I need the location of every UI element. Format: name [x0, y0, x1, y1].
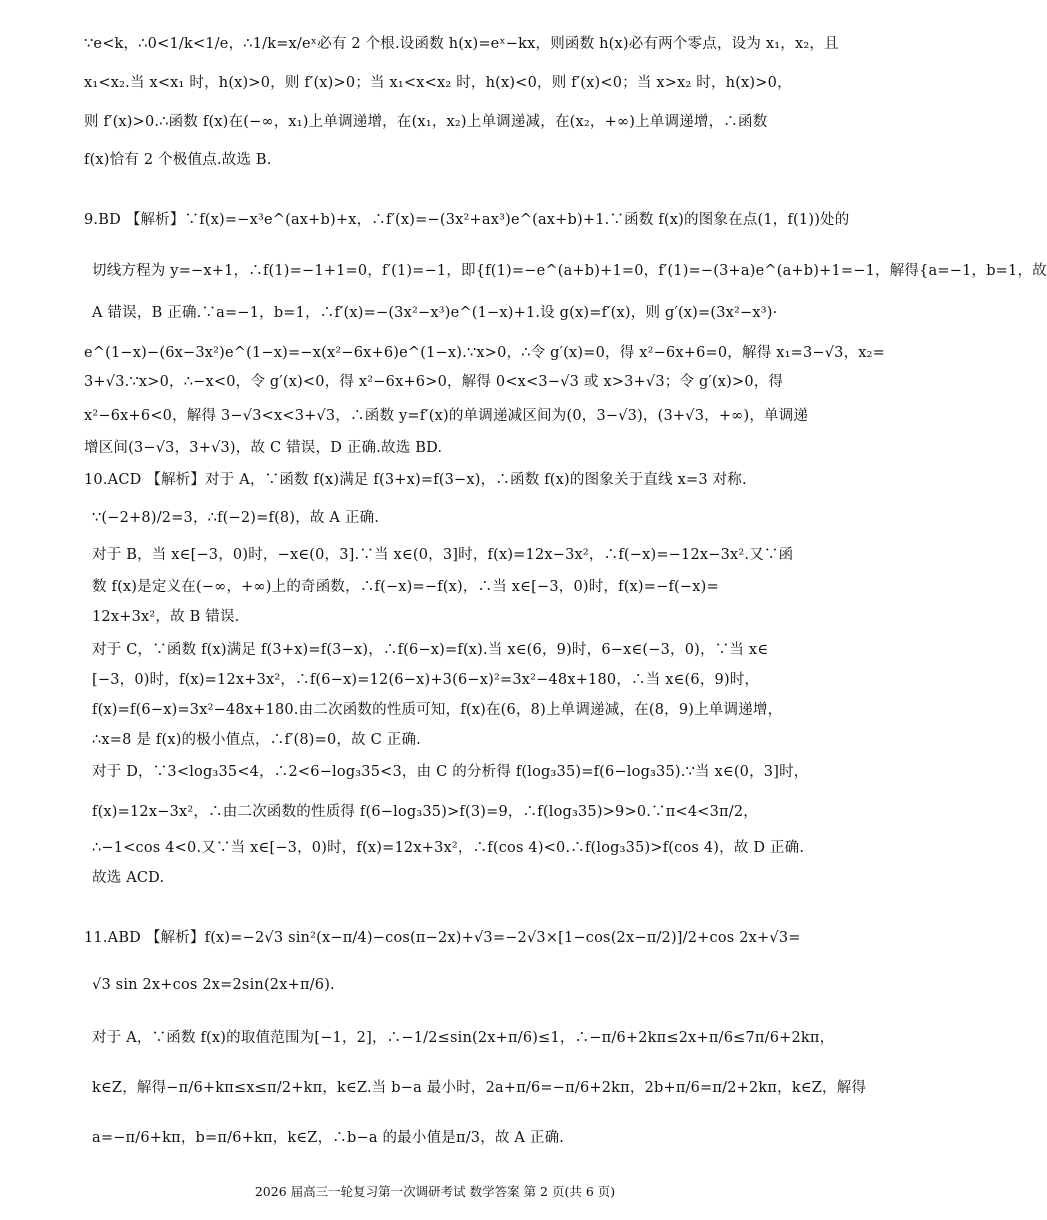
- text-line: x²−6x+6<0，解得 3−√3<x<3+√3，∴函数 y=f′(x)的单调递减区间为(0，3−√3)，(3+√3，+∞)，单调递: [84, 408, 809, 424]
- text-line: a=−π/6+kπ，b=π/6+kπ，k∈Z，∴b−a 的最小值是π/3，故 A 正确.: [92, 1130, 565, 1146]
- page-footer: 2026 届高三一轮复习第一次调研考试 数学答案 第 2 页(共 6 页): [254, 1184, 616, 1199]
- text-line: 对于 C，∵函数 f(x)满足 f(3+x)=f(3−x)，∴f(6−x)=f(x).当 x∈(6，9)时，6−x∈(−3，0)，∵当 x∈: [92, 642, 769, 658]
- text-line: 数 f(x)是定义在(−∞，+∞)上的奇函数，∴f(−x)=−f(x)，∴当 x∈[−3，0)时，f(x)=−f(−x)=: [92, 579, 719, 595]
- answer-10-header: 10.ACD 【解析】对于 A，∵函数 f(x)满足 f(3+x)=f(3−x)，∴函数 f(x)的图象关于直线 x=3 对称.: [84, 472, 747, 488]
- text-line: 则 f′(x)>0.∴函数 f(x)在(−∞，x₁)上单调递增，在(x₁，x₂)上单调递减，在(x₂，+∞)上单调递增，∴函数: [84, 114, 768, 130]
- text-line: f(x)恰有 2 个极值点.故选 B.: [84, 152, 272, 168]
- text-line: e^(1−x)−(6x−3x²)e^(1−x)=−x(x²−6x+6)e^(1−x).∵x>0，∴令 g′(x)=0，得 x²−6x+6=0，解得 x₁=3−√3，x₂=: [84, 345, 886, 361]
- text-line: f(x)=12x−3x²，∴由二次函数的性质得 f(6−log₃35)>f(3)=9，∴f(log₃35)>9>0.∵π<4<3π/2，: [92, 804, 758, 820]
- text-line: x₁<x₂.当 x<x₁ 时，h(x)>0，则 f′(x)>0；当 x₁<x<x₂ 时，h(x)<0，则 f′(x)<0；当 x>x₂ 时，h(x)>0，: [84, 75, 792, 91]
- text-line: ∴−1<cos 4<0.又∵当 x∈[−3，0)时，f(x)=12x+3x²，∴f(cos 4)<0.∴f(log₃35)>f(cos 4)，故 D 正确.: [92, 840, 805, 856]
- text-line: 切线方程为 y=−x+1，∴f(1)=−1+1=0，f′(1)=−1，即{f(1)=−e^(a+b)+1=0，f′(1)=−(3+a)e^(a+b)+1=−1，解得{a=−1，b=1，故: [92, 263, 1047, 279]
- answer-9-header: 9.BD 【解析】∵f(x)=−x³e^(ax+b)+x，∴f′(x)=−(3x²+ax³)e^(ax+b)+1.∵函数 f(x)的图象在点(1，f(1))处的: [84, 212, 850, 228]
- text-line: 对于 D，∵3<log₃35<4，∴2<6−log₃35<3，由 C 的分析得 f(log₃35)=f(6−log₃35).∵当 x∈(0，3]时，: [92, 764, 809, 780]
- text-line: ∵(−2+8)/2=3，∴f(−2)=f(8)，故 A 正确.: [92, 510, 380, 526]
- text-line: 增区间(3−√3，3+√3)，故 C 错误，D 正确.故选 BD.: [84, 440, 443, 456]
- text-line: 对于 A，∵函数 f(x)的取值范围为[−1，2]，∴−1/2≤sin(2x+π/6)≤1，∴−π/6+2kπ≤2x+π/6≤7π/6+2kπ，: [92, 1030, 835, 1046]
- text-line: 故选 ACD.: [92, 870, 165, 886]
- text-line: 12x+3x²，故 B 错误.: [92, 609, 240, 625]
- answer-11-header: 11.ABD 【解析】f(x)=−2√3 sin²(x−π/4)−cos(π−2x)+√3=−2√3×[1−cos(2x−π/2)]/2+cos 2x+√3=: [84, 930, 801, 946]
- text-line: k∈Z，解得−π/6+kπ≤x≤π/2+kπ，k∈Z.当 b−a 最小时，2a+π/6=−π/6+2kπ，2b+π/6=π/2+2kπ，k∈Z，解得: [92, 1080, 867, 1096]
- text-line: A 错误，B 正确.∵a=−1，b=1，∴f′(x)=−(3x²−x³)e^(1−x)+1.设 g(x)=f′(x)，则 g′(x)=(3x²−x³)·: [92, 305, 778, 321]
- text-line: 3+√3.∵x>0，∴−x<0，令 g′(x)<0，得 x²−6x+6>0，解得 0<x<3−√3 或 x>3+√3；令 g′(x)>0，得: [84, 374, 784, 390]
- text-line: f(x)=f(6−x)=3x²−48x+180.由二次函数的性质可知，f(x)在(6，8)上单调递减，在(8，9)上单调递增，: [92, 702, 783, 718]
- text-line: 对于 B，当 x∈[−3，0)时，−x∈(0，3].∵当 x∈(0，3]时，f(x)=12x−3x²，∴f(−x)=−12x−3x².又∵函: [92, 547, 794, 563]
- text-line: [−3，0)时，f(x)=12x+3x²，∴f(6−x)=12(6−x)+3(6−x)²=3x²−48x+180，∴当 x∈(6，9)时，: [92, 672, 760, 688]
- text-line: ∵e<k，∴0<1/k<1/e，∴1/k=x/eˣ必有 2 个根.设函数 h(x)=eˣ−kx，则函数 h(x)必有两个零点，设为 x₁，x₂，且: [84, 36, 839, 52]
- text-line: ∴x=8 是 f(x)的极小值点，∴f′(8)=0，故 C 正确.: [92, 732, 421, 748]
- text-line: √3 sin 2x+cos 2x=2sin(2x+π/6).: [92, 977, 335, 993]
